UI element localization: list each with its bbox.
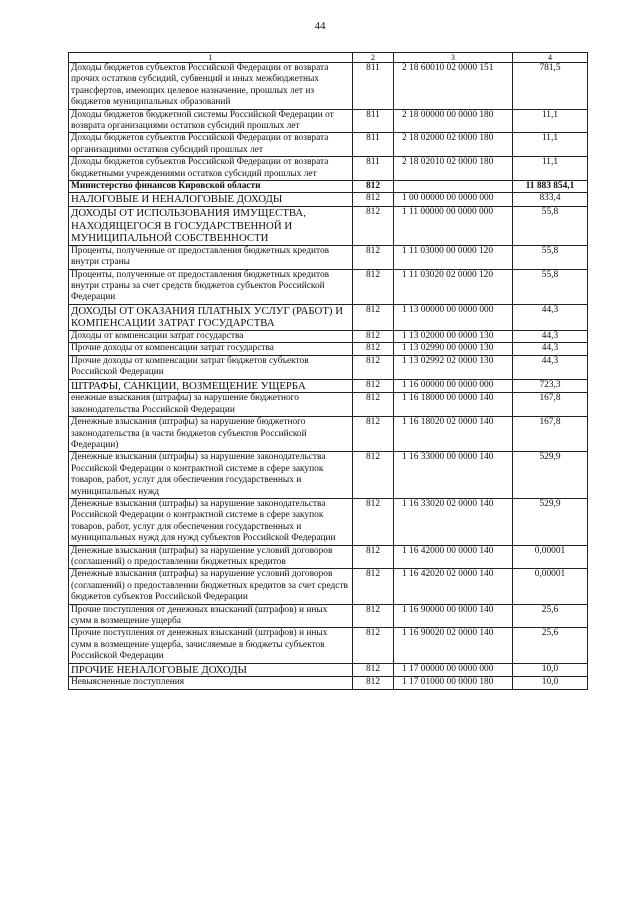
- amount-cell: 723,3: [513, 379, 588, 393]
- table-row: [69, 498, 588, 545]
- table-row: [69, 452, 588, 499]
- income-name-cell: Проценты, полученные от предоставления бюджетных кредитов внутри страны: [69, 245, 353, 269]
- admin-code-cell: 811: [353, 63, 394, 110]
- admin-code-cell: 811: [353, 109, 394, 133]
- table-row: [69, 379, 588, 393]
- budget-code-cell: 1 13 00000 00 0000 000: [394, 304, 513, 330]
- table-row: [69, 109, 588, 133]
- income-name-cell: Министерство финансов Кировской области: [69, 181, 353, 193]
- amount-cell: 55,8: [513, 269, 588, 304]
- admin-code-cell: 812: [353, 417, 394, 452]
- admin-code-cell: 812: [353, 498, 394, 545]
- amount-cell: 11 883 854,1: [513, 181, 588, 193]
- budget-code-cell: 2 18 02010 02 0000 180: [394, 157, 513, 181]
- income-name-cell: Невыясненные поступления: [69, 677, 353, 689]
- admin-code-cell: 812: [353, 628, 394, 663]
- amount-cell: 10,0: [513, 677, 588, 689]
- budget-code-cell: 1 11 00000 00 0000 000: [394, 207, 513, 246]
- admin-code-cell: 812: [353, 193, 394, 207]
- amount-cell: 55,8: [513, 207, 588, 246]
- table-row: [69, 269, 588, 304]
- admin-code-cell: 812: [353, 379, 394, 393]
- budget-code-cell: 1 16 33000 00 0000 140: [394, 452, 513, 499]
- amount-cell: 11,1: [513, 157, 588, 181]
- admin-code-cell: 812: [353, 331, 394, 343]
- income-name-cell: Доходы бюджетов субъектов Российской Федерации от возврата прочих остатков субсидий, субвенций и иных межбюджетных трансфертов, имеющих целевое назначение, прошлых лет из бюджетов муниципальных образований: [69, 63, 353, 110]
- income-name-cell: Проценты, полученные от предоставления бюджетных кредитов внутри страны за счет средств бюджетов субъектов Российской Федерации: [69, 269, 353, 304]
- budget-code-cell: 1 17 00000 00 0000 000: [394, 663, 513, 677]
- table-row: [69, 193, 588, 207]
- amount-cell: 11,1: [513, 133, 588, 157]
- amount-cell: 529,9: [513, 498, 588, 545]
- column-header: 2: [353, 53, 394, 63]
- table-header-row: [69, 53, 588, 63]
- table-row: [69, 677, 588, 689]
- income-name-cell: НАЛОГОВЫЕ И НЕНАЛОГОВЫЕ ДОХОДЫ: [69, 193, 353, 207]
- budget-code-cell: 1 13 02992 02 0000 130: [394, 355, 513, 379]
- income-name-cell: Прочие доходы от компенсации затрат государства: [69, 343, 353, 355]
- amount-cell: 833,4: [513, 193, 588, 207]
- amount-cell: 167,8: [513, 393, 588, 417]
- income-name-cell: енежные взыскания (штрафы) за нарушение бюджетного законодательства Российской Федерации: [69, 393, 353, 417]
- table-row: [69, 157, 588, 181]
- budget-code-cell: 1 16 90000 00 0000 140: [394, 604, 513, 628]
- admin-code-cell: 812: [353, 604, 394, 628]
- admin-code-cell: 812: [353, 545, 394, 569]
- income-name-cell: ШТРАФЫ, САНКЦИИ, ВОЗМЕЩЕНИЕ УЩЕРБА: [69, 379, 353, 393]
- budget-code-cell: 1 11 03000 00 0000 120: [394, 245, 513, 269]
- table-row: [69, 331, 588, 343]
- amount-cell: 167,8: [513, 417, 588, 452]
- table-row: [69, 133, 588, 157]
- budget-code-cell: 1 16 18020 02 0000 140: [394, 417, 513, 452]
- admin-code-cell: 812: [353, 452, 394, 499]
- amount-cell: 10,0: [513, 663, 588, 677]
- table-row: [69, 628, 588, 663]
- admin-code-cell: 812: [353, 207, 394, 246]
- admin-code-cell: 812: [353, 269, 394, 304]
- table-row: [69, 63, 588, 110]
- income-name-cell: Денежные взыскания (штрафы) за нарушение законодательства Российской Федерации о контрактной системе в сфере закупок товаров, работ, услуг для обеспечения государственных и муниципальных нужд для нужд субъектов Российской Федерации: [69, 498, 353, 545]
- income-name-cell: Доходы от компенсации затрат государства: [69, 331, 353, 343]
- income-name-cell: Прочие поступления от денежных взысканий (штрафов) и иных сумм в возмещение ущерба: [69, 604, 353, 628]
- income-name-cell: Доходы бюджетов бюджетной системы Российской Федерации от возврата организациями остатков субсидий прошлых лет: [69, 109, 353, 133]
- amount-cell: 44,3: [513, 343, 588, 355]
- income-name-cell: ДОХОДЫ ОТ ИСПОЛЬЗОВАНИЯ ИМУЩЕСТВА, НАХОДЯЩЕГОСЯ В ГОСУДАРСТВЕННОЙ И МУНИЦИПАЛЬНОЙ СОБСТВЕННОСТИ: [69, 207, 353, 246]
- revenue-table: [68, 52, 588, 690]
- table-row: [69, 355, 588, 379]
- income-name-cell: Прочие поступления от денежных взысканий (штрафов) и иных сумм в возмещение ущерба, зачисляемые в бюджеты субъектов Российской Федерации: [69, 628, 353, 663]
- budget-code-cell: 1 16 18000 00 0000 140: [394, 393, 513, 417]
- budget-code-cell: 2 18 60010 02 0000 151: [394, 63, 513, 110]
- income-name-cell: ДОХОДЫ ОТ ОКАЗАНИЯ ПЛАТНЫХ УСЛУГ (РАБОТ) И КОМПЕНСАЦИИ ЗАТРАТ ГОСУДАРСТВА: [69, 304, 353, 330]
- amount-cell: 55,8: [513, 245, 588, 269]
- amount-cell: 44,3: [513, 304, 588, 330]
- admin-code-cell: 812: [353, 304, 394, 330]
- table-row: [69, 343, 588, 355]
- budget-code-cell: 1 16 42000 00 0000 140: [394, 545, 513, 569]
- column-header: 4: [513, 53, 588, 63]
- column-header: 1: [69, 53, 353, 63]
- table-row: [69, 417, 588, 452]
- budget-code-cell: 1 17 01000 00 0000 180: [394, 677, 513, 689]
- table-row: [69, 604, 588, 628]
- admin-code-cell: 812: [353, 181, 394, 193]
- table-row: [69, 181, 588, 193]
- amount-cell: 781,5: [513, 63, 588, 110]
- income-name-cell: Прочие доходы от компенсации затрат бюджетов субъектов Российской Федерации: [69, 355, 353, 379]
- table-row: [69, 245, 588, 269]
- admin-code-cell: 812: [353, 355, 394, 379]
- budget-code-cell: 1 00 00000 00 0000 000: [394, 193, 513, 207]
- admin-code-cell: 812: [353, 393, 394, 417]
- income-name-cell: Денежные взыскания (штрафы) за нарушение условий договоров (соглашений) о предоставлении бюджетных кредитов: [69, 545, 353, 569]
- amount-cell: 529,9: [513, 452, 588, 499]
- budget-code-cell: [394, 181, 513, 193]
- amount-cell: 44,3: [513, 331, 588, 343]
- income-name-cell: ПРОЧИЕ НЕНАЛОГОВЫЕ ДОХОДЫ: [69, 663, 353, 677]
- amount-cell: 25,6: [513, 628, 588, 663]
- table-row: [69, 207, 588, 246]
- budget-code-cell: 1 16 33020 02 0000 140: [394, 498, 513, 545]
- admin-code-cell: 812: [353, 245, 394, 269]
- table-row: [69, 545, 588, 569]
- amount-cell: 0,00001: [513, 545, 588, 569]
- page-number: 44: [314, 20, 326, 32]
- column-header: 3: [394, 53, 513, 63]
- income-name-cell: Денежные взыскания (штрафы) за нарушение бюджетного законодательства (в части бюджетов субъектов Российской Федерации): [69, 417, 353, 452]
- admin-code-cell: 811: [353, 157, 394, 181]
- admin-code-cell: 812: [353, 569, 394, 604]
- amount-cell: 11,1: [513, 109, 588, 133]
- budget-code-cell: 1 13 02990 00 0000 130: [394, 343, 513, 355]
- amount-cell: 25,6: [513, 604, 588, 628]
- budget-code-cell: 1 13 02000 00 0000 130: [394, 331, 513, 343]
- amount-cell: 44,3: [513, 355, 588, 379]
- admin-code-cell: 812: [353, 343, 394, 355]
- table-row: [69, 393, 588, 417]
- table-row: [69, 569, 588, 604]
- budget-code-cell: 2 18 00000 00 0000 180: [394, 109, 513, 133]
- income-name-cell: Денежные взыскания (штрафы) за нарушение условий договоров (соглашений) о предоставлении бюджетных кредитов за счет средств бюджетов субъектов Российской Федерации: [69, 569, 353, 604]
- budget-code-cell: 2 18 02000 02 0000 180: [394, 133, 513, 157]
- budget-code-cell: 1 16 42020 02 0000 140: [394, 569, 513, 604]
- table-row: [69, 663, 588, 677]
- table-row: [69, 304, 588, 330]
- admin-code-cell: 812: [353, 663, 394, 677]
- income-name-cell: Доходы бюджетов субъектов Российской Федерации от возврата организациями остатков субсидий прошлых лет: [69, 133, 353, 157]
- income-name-cell: Доходы бюджетов субъектов Российской Федерации от возврата бюджетными учреждениями остатков субсидий прошлых лет: [69, 157, 353, 181]
- income-name-cell: Денежные взыскания (штрафы) за нарушение законодательства Российской Федерации о контрактной системе в сфере закупок товаров, работ, услуг для обеспечения государственных и муниципальных нужд: [69, 452, 353, 499]
- budget-code-cell: 1 11 03020 02 0000 120: [394, 269, 513, 304]
- budget-code-cell: 1 16 00000 00 0000 000: [394, 379, 513, 393]
- admin-code-cell: 812: [353, 677, 394, 689]
- table-body: [69, 63, 588, 690]
- budget-code-cell: 1 16 90020 02 0000 140: [394, 628, 513, 663]
- admin-code-cell: 811: [353, 133, 394, 157]
- amount-cell: 0,00001: [513, 569, 588, 604]
